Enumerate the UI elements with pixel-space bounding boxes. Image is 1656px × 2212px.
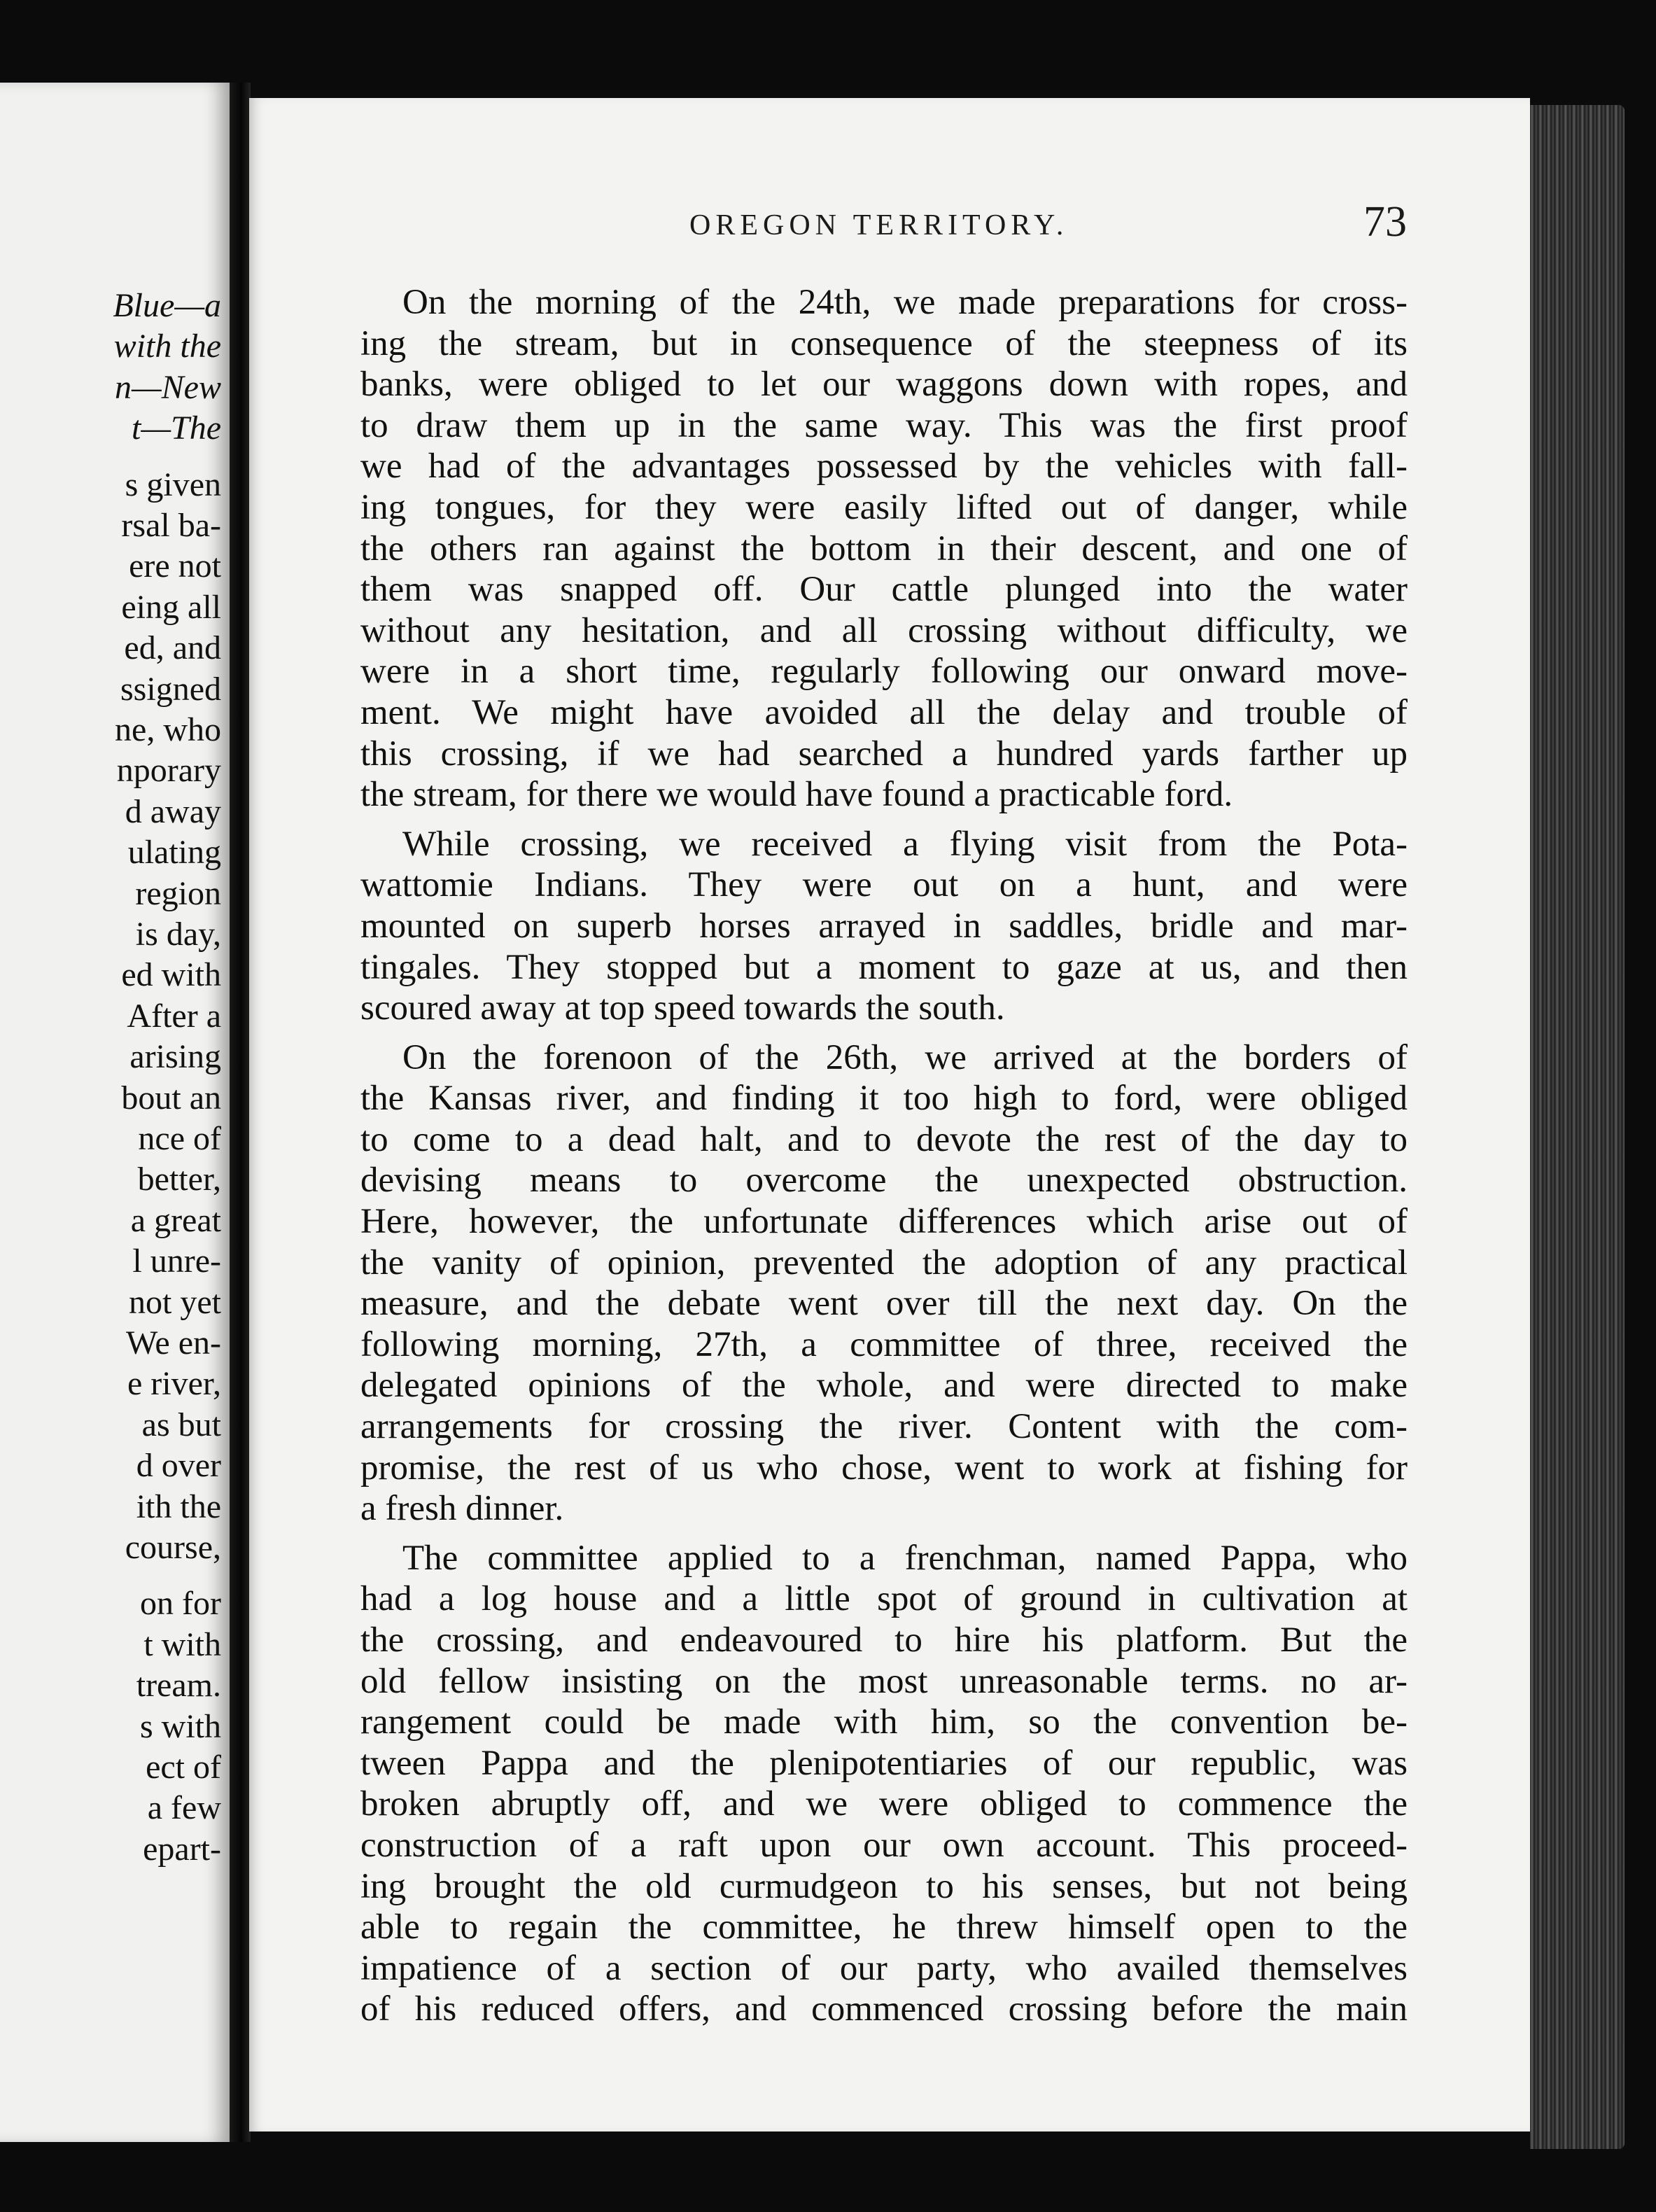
left-page-fragment: e river, <box>127 1365 221 1403</box>
left-page-fragment: epart- <box>143 1830 221 1868</box>
text-line: had a log house and a little spot of ground in cultivation at <box>360 1579 1408 1619</box>
paragraph <box>360 282 1408 816</box>
left-page-fragment: d away <box>125 792 221 830</box>
text-line: them was snapped off. Our cattle plunged into the water <box>360 570 1408 610</box>
left-page-fragment: a few <box>147 1789 221 1827</box>
page-number: 73 <box>1363 198 1407 246</box>
text-line: of his reduced offers, and commenced crossing before the main <box>360 1989 1408 2029</box>
left-page-fragment: nce of <box>138 1120 221 1157</box>
left-page-fragment: t with <box>143 1625 221 1663</box>
left-page-fragment: ed with <box>121 956 221 994</box>
left-page-fragment: d over <box>136 1447 221 1485</box>
left-page-fragment: arising <box>129 1038 221 1076</box>
text-line: ing brought the old curmudgeon to his senses, but not being <box>360 1866 1408 1906</box>
left-page-fragment: a great <box>130 1201 221 1239</box>
text-line: The committee applied to a frenchman, named Pappa, who <box>402 1538 1408 1578</box>
left-page-fragment: Blue—a <box>113 287 221 324</box>
paragraph <box>360 824 1408 1029</box>
left-page-fragment: ulating <box>127 834 221 872</box>
left-page-fragment: rsal ba- <box>121 507 221 544</box>
left-page-fragment: course, <box>125 1529 221 1566</box>
text-line: the crossing, and endeavoured to hire his platform. But the <box>360 1620 1408 1660</box>
left-page-fragment: region <box>135 874 221 912</box>
left-page-fragment: eing all <box>121 588 221 626</box>
text-line: to draw them up in the same way. This was the first proof <box>360 405 1408 445</box>
left-page-fragment: as but <box>141 1406 221 1443</box>
text-line: ing tongues, for they were easily lifted out of danger, while <box>360 487 1408 527</box>
text-line: to come to a dead halt, and to devote the rest of the day to <box>360 1119 1408 1159</box>
paragraph <box>360 1538 1408 2030</box>
text-line: While crossing, we received a flying visit from the Pota- <box>402 824 1408 864</box>
text-line: the others ran against the bottom in their descent, and one of <box>360 528 1408 568</box>
left-page-fragment: is day, <box>135 916 221 953</box>
text-line: tween Pappa and the plenipotentiaries of our republic, was <box>360 1743 1408 1783</box>
previous-page-edge <box>0 83 230 2142</box>
text-line: wattomie Indians. They were out on a hunt, and were <box>360 865 1408 905</box>
text-line: promise, the rest of us who chose, went to work at fishing for <box>360 1448 1408 1488</box>
text-line: impatience of a section of our party, who availed themselves <box>360 1948 1408 1988</box>
text-line: we had of the advantages possessed by the vehicles with fall- <box>360 447 1408 486</box>
left-page-fragment: s with <box>139 1707 221 1745</box>
text-line: able to regain the committee, he threw himself open to the <box>360 1907 1408 1947</box>
text-line: this crossing, if we had searched a hundred yards farther up <box>360 734 1408 774</box>
text-line: were in a short time, regularly following our onward move- <box>360 652 1408 692</box>
page-edge-stack <box>1530 105 1625 2149</box>
text-line: a fresh dinner. <box>360 1489 564 1529</box>
text-line: construction of a raft upon our own account. This proceed- <box>360 1825 1408 1865</box>
left-page-fragment: ssigned <box>120 670 221 708</box>
left-page-fragment: n—New <box>114 368 221 406</box>
text-line: rangement could be made with him, so the convention be- <box>360 1702 1408 1742</box>
paragraph <box>360 1037 1408 1530</box>
running-head: OREGON TERRITORY. <box>689 209 1069 241</box>
left-page-fragment: ne, who <box>115 711 221 748</box>
left-page-fragment: not yet <box>129 1283 221 1321</box>
text-line: tingales. They stopped but a moment to gaze at us, and then <box>360 947 1408 987</box>
text-line: measure, and the debate went over till the next day. On the <box>360 1284 1408 1324</box>
text-line: delegated opinions of the whole, and were directed to make <box>360 1366 1408 1406</box>
text-line: arrangements for crossing the river. Content with the com- <box>360 1407 1408 1447</box>
book-gutter <box>230 83 251 2142</box>
left-page-fragment: l unre- <box>132 1242 221 1280</box>
left-page-fragment: t—The <box>131 410 221 447</box>
text-line: broken abruptly off, and we were obliged to commence the <box>360 1784 1408 1824</box>
left-page-fragment: on for <box>140 1585 221 1623</box>
text-line: the vanity of opinion, prevented the adoption of any practical <box>360 1242 1408 1282</box>
text-line: On the forenoon of the 26th, we arrived at the borders of <box>402 1037 1408 1077</box>
text-line: the Kansas river, and finding it too high to ford, were obliged <box>360 1079 1408 1119</box>
text-line: the stream, for there we would have found a practicable ford. <box>360 775 1233 815</box>
left-page-fragment: After a <box>127 997 221 1035</box>
left-page-fragment: ed, and <box>124 629 221 667</box>
left-page-fragment: with the <box>113 328 221 365</box>
text-line: ing the stream, but in consequence of the steepness of its <box>360 323 1408 363</box>
text-line: On the morning of the 24th, we made preparations for cross- <box>402 283 1408 322</box>
body-text <box>360 282 1408 2030</box>
text-line: mounted on superb horses arrayed in saddles, bridle and mar- <box>360 906 1408 946</box>
text-line: following morning, 27th, a committee of three, received the <box>360 1324 1408 1364</box>
text-line: without any hesitation, and all crossing without difficulty, we <box>360 610 1408 650</box>
left-page-fragment: better, <box>137 1161 221 1198</box>
left-page-fragment: nporary <box>116 752 221 790</box>
text-line: old fellow insisting on the most unreasonable terms. no ar- <box>360 1661 1408 1701</box>
left-page-fragment: ere not <box>129 547 221 585</box>
left-page-fragment: bout an <box>121 1079 221 1116</box>
text-line: scoured away at top speed towards the south. <box>360 988 1005 1028</box>
left-page-fragment: We en- <box>125 1324 221 1362</box>
text-line: devising means to overcome the unexpected obstruction. <box>360 1161 1408 1200</box>
left-page-fragment: ect of <box>146 1749 221 1786</box>
text-line: banks, were obliged to let our waggons down with ropes, and <box>360 365 1408 405</box>
left-page-fragment: ith the <box>136 1488 221 1525</box>
text-line: ment. We might have avoided all the delay and trouble of <box>360 692 1408 732</box>
left-page-fragment: s given <box>125 465 221 503</box>
text-line: Here, however, the unfortunate differences which arise out of <box>360 1202 1408 1242</box>
left-page-fragment: tream. <box>136 1667 221 1704</box>
